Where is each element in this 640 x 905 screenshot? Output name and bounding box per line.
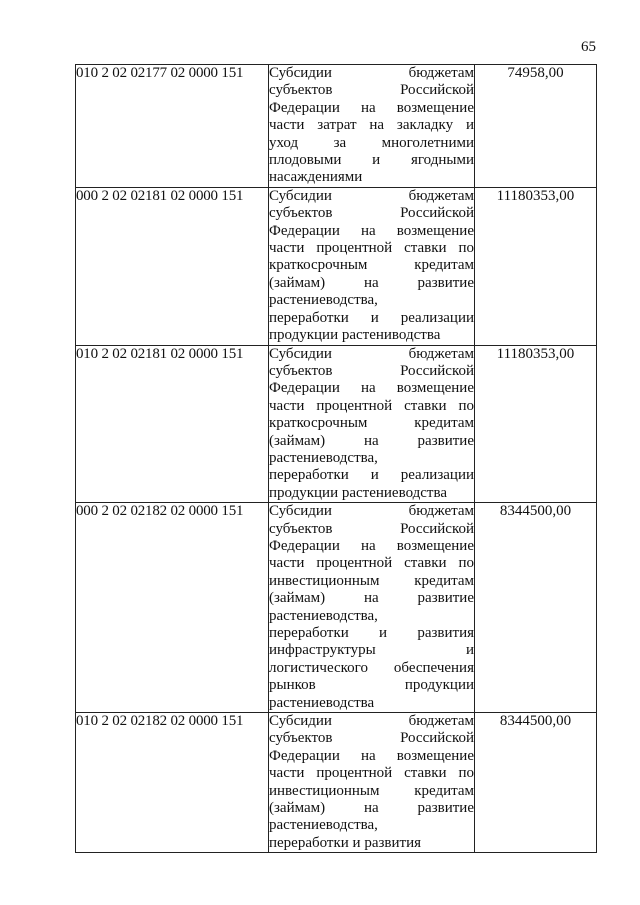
- page-number: 65: [581, 39, 596, 55]
- description-line: части процентной ставки по: [269, 555, 474, 572]
- amount-cell: 8344500,00: [475, 713, 597, 853]
- budget-code-cell: 010 2 02 02182 02 0000 151: [76, 713, 269, 853]
- description-line: (займам) на развитие: [269, 432, 474, 449]
- description-cell: [269, 65, 475, 188]
- budget-code-cell: 000 2 02 02181 02 0000 151: [76, 187, 269, 345]
- description-line: растениеводства,: [269, 292, 378, 309]
- description-cell: [269, 187, 475, 345]
- description-line: Федерации на возмещение: [269, 747, 474, 764]
- amount-cell: 11180353,00: [475, 187, 597, 345]
- description-line: переработки и реализации: [269, 467, 474, 484]
- description-cell: [269, 503, 475, 713]
- table-row: [76, 65, 597, 188]
- amount-cell: 11180353,00: [475, 345, 597, 503]
- description-line: растениеводства: [269, 694, 375, 711]
- description-line: краткосрочным кредитам: [269, 257, 474, 274]
- description-line: (займам) на развитие: [269, 274, 474, 291]
- description-line: продукции растениеводства: [269, 484, 448, 501]
- description-line: Федерации на возмещение: [269, 537, 474, 554]
- budget-code-cell: 010 2 02 02181 02 0000 151: [76, 345, 269, 503]
- description-line: продукции растениводства: [269, 327, 441, 344]
- description-line: (займам) на развитие: [269, 590, 474, 607]
- description-line: переработки и реализации: [269, 309, 474, 326]
- description-line: Федерации на возмещение: [269, 380, 474, 397]
- table-row: [76, 187, 597, 345]
- budget-table: [75, 64, 597, 853]
- description-line: краткосрочным кредитам: [269, 415, 474, 432]
- description-line: (займам) на развитие: [269, 800, 474, 817]
- amount-cell: 8344500,00: [475, 503, 597, 713]
- description-line: Субсидии бюджетам: [269, 345, 474, 362]
- description-cell: [269, 713, 475, 853]
- description-line: части затрат на закладку и: [269, 117, 474, 134]
- table-row: [76, 713, 597, 853]
- amount-cell: 74958,00: [475, 65, 597, 188]
- table-row: [76, 345, 597, 503]
- budget-code-cell: 000 2 02 02182 02 0000 151: [76, 503, 269, 713]
- description-line: логистического обеспечения: [269, 659, 474, 676]
- description-cell: [269, 345, 475, 503]
- description-line: Субсидии бюджетам: [269, 713, 474, 730]
- description-line: субъектов Российской: [269, 205, 474, 222]
- description-line: части процентной ставки по: [269, 240, 474, 257]
- description-line: растениеводства,: [269, 449, 378, 466]
- description-line: Субсидии бюджетам: [269, 187, 474, 204]
- description-line: растениеводства,: [269, 817, 378, 834]
- description-line: субъектов Российской: [269, 362, 474, 379]
- description-line: Субсидии бюджетам: [269, 65, 474, 81]
- description-line: части процентной ставки по: [269, 765, 474, 782]
- description-line: инвестиционным кредитам: [269, 572, 474, 589]
- description-line: инвестиционным кредитам: [269, 782, 474, 799]
- description-line: переработки и развития: [269, 834, 422, 851]
- description-line: насаждениями: [269, 169, 363, 186]
- description-line: плодовыми и ягодными: [269, 152, 474, 169]
- table-row: [76, 503, 597, 713]
- description-line: Федерации на возмещение: [269, 222, 474, 239]
- description-line: субъектов Российской: [269, 520, 474, 537]
- description-line: растениеводства,: [269, 607, 378, 624]
- description-line: субъектов Российской: [269, 82, 474, 99]
- budget-code-cell: 010 2 02 02177 02 0000 151: [76, 65, 269, 188]
- description-line: рынков продукции: [269, 677, 474, 694]
- description-line: переработки и развития: [269, 625, 474, 641]
- description-line: инфраструктуры и: [269, 642, 474, 659]
- description-line: уход за многолетними: [269, 134, 474, 151]
- description-line: субъектов Российской: [269, 730, 474, 747]
- description-line: Федерации на возмещение: [269, 99, 474, 116]
- description-line: Субсидии бюджетам: [269, 503, 474, 520]
- description-line: части процентной ставки по: [269, 397, 474, 414]
